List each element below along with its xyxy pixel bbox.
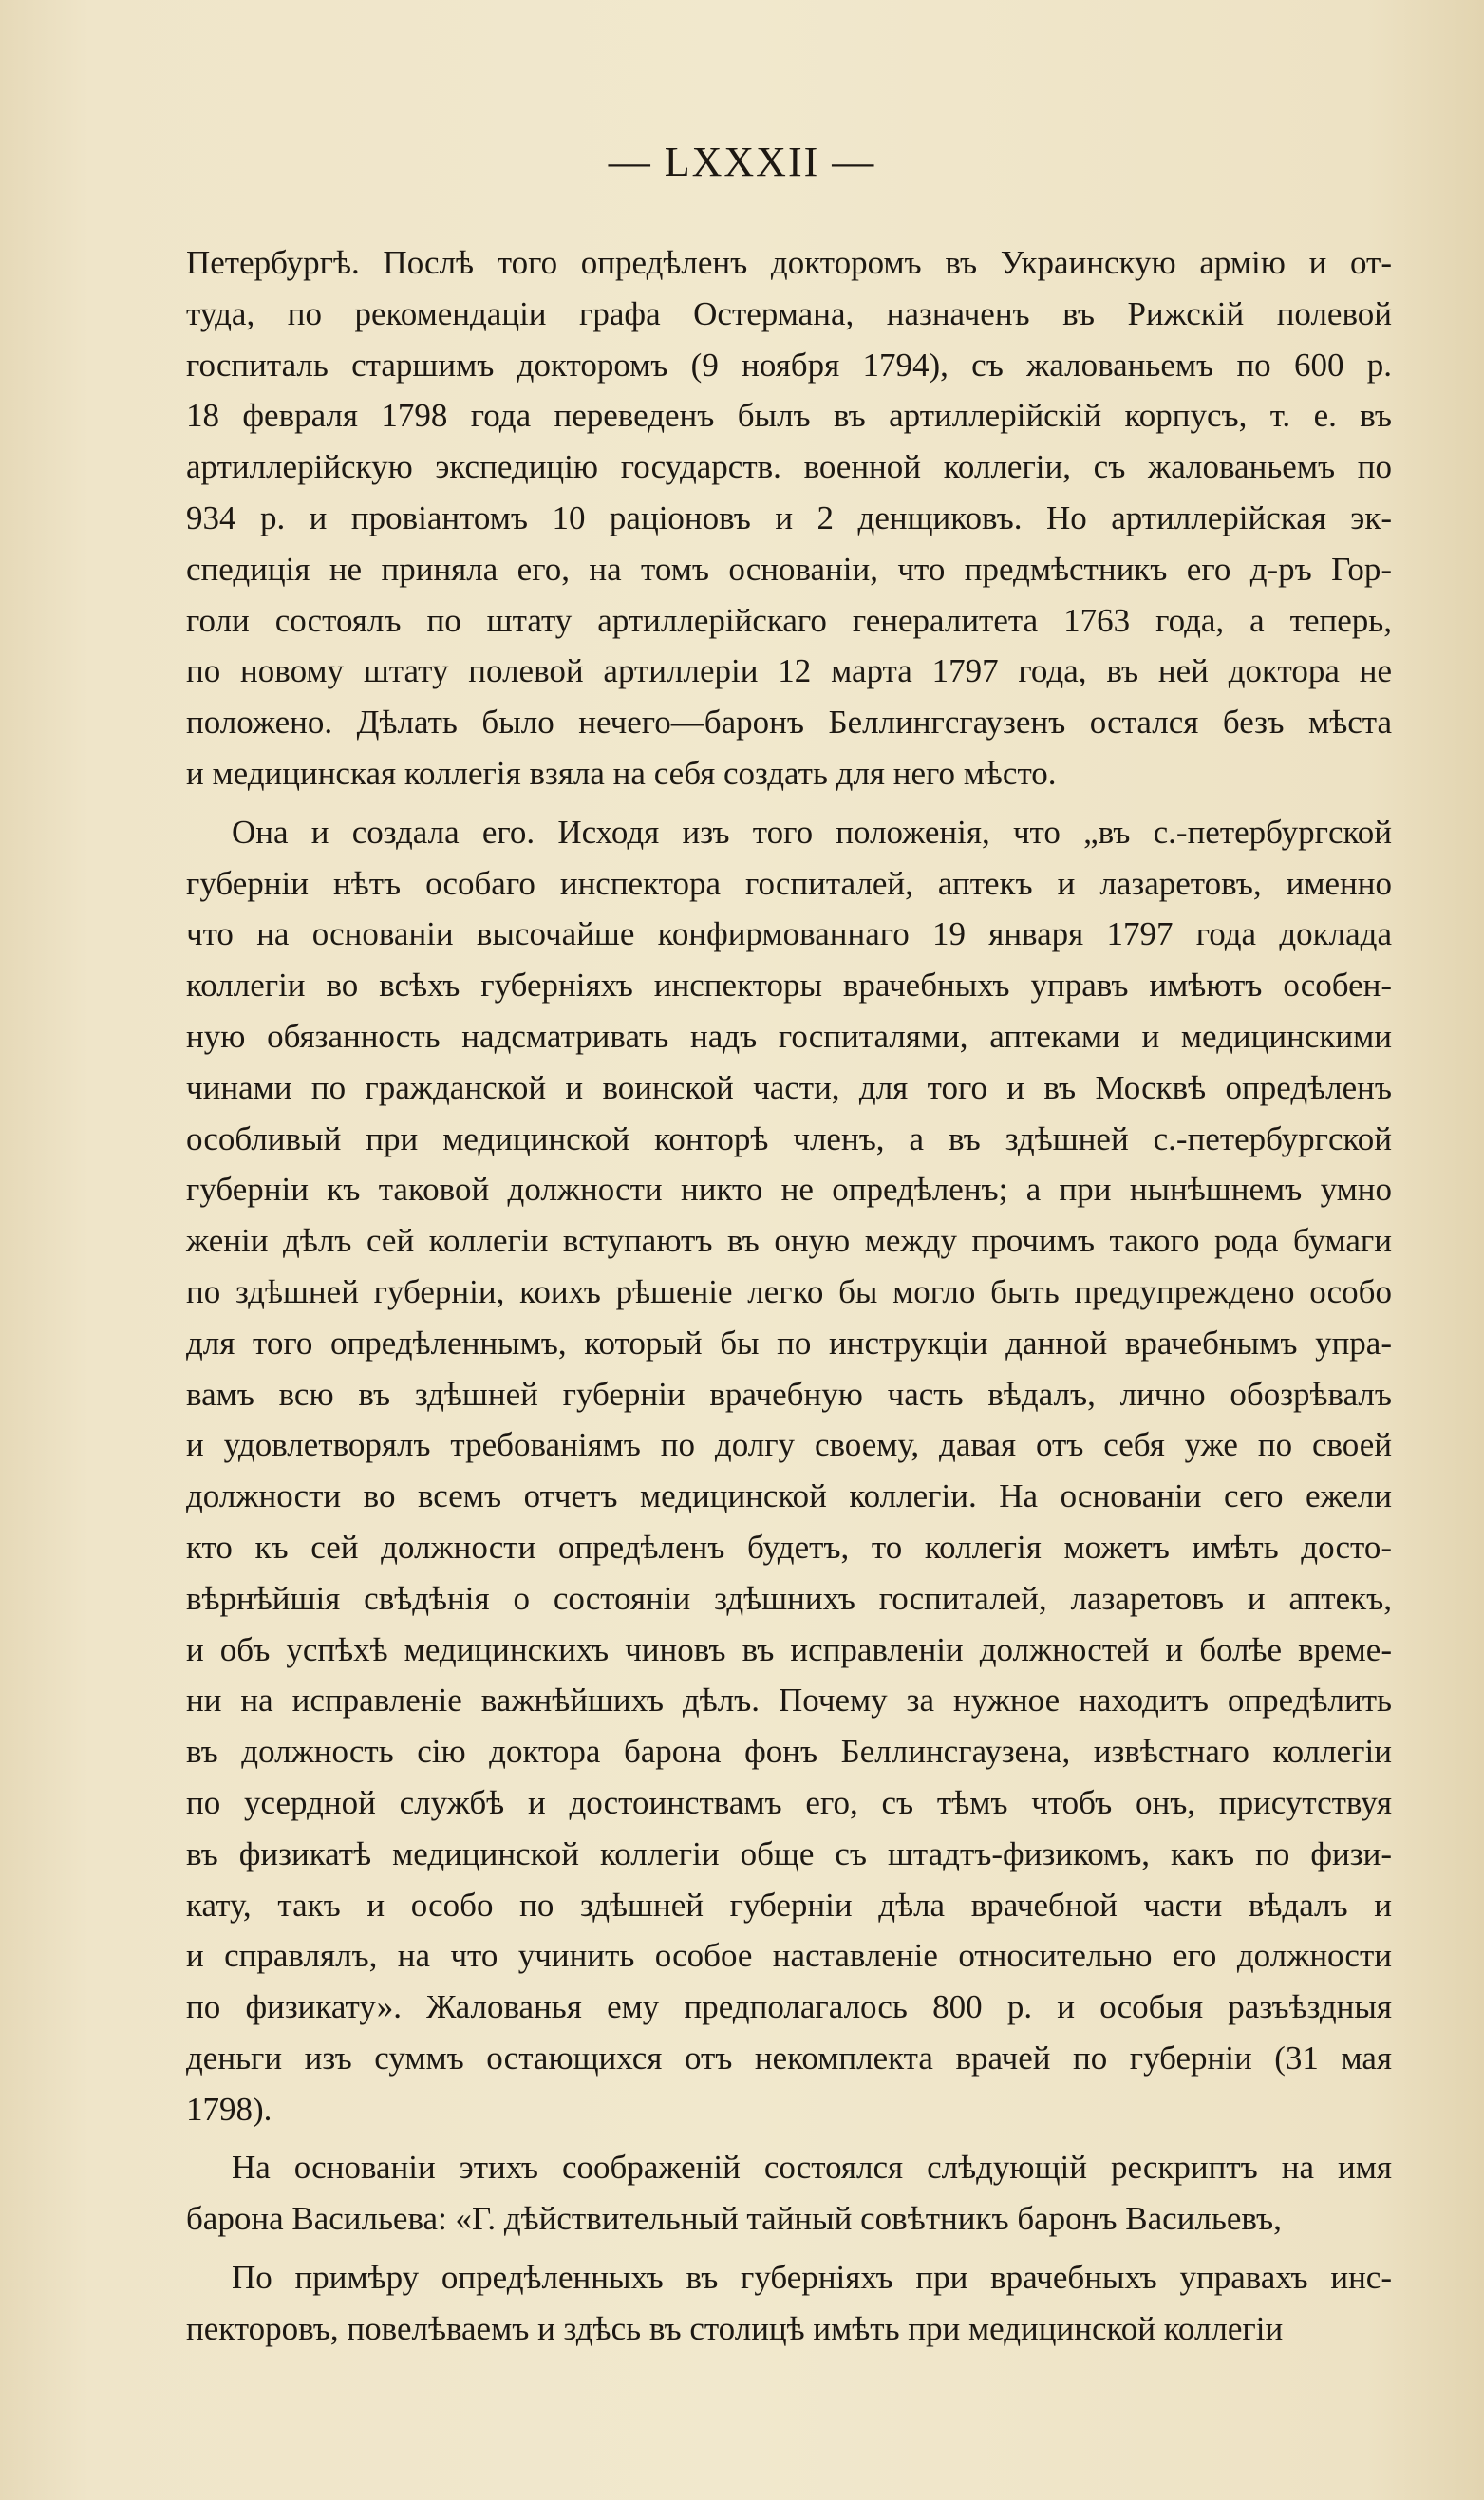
text-line: туда, по рекомендаціи графа Остермана, назначенъ въ Рижскій полевой <box>186 294 1392 332</box>
body-text <box>186 237 1392 2355</box>
text-line: По примѣру опредѣленныхъ въ губерніяхъ при врачебныхъ управахъ инс- <box>232 2259 1392 2297</box>
text-line: по физикату». Жалованья ему предполагалось 800 р. и особыя разъѣздныя <box>186 1988 1392 2026</box>
text-line: Петербургѣ. Послѣ того опредѣленъ докторомъ въ Украинскую армію и от- <box>186 244 1392 281</box>
text-line: губерніи нѣтъ особаго инспектора госпиталей, аптекъ и лазаретовъ, именно <box>186 864 1392 902</box>
paragraph <box>186 237 1392 799</box>
text-line: по здѣшней губерніи, коихъ рѣшеніе легко бы могло быть предупреждено особо <box>186 1272 1392 1310</box>
text-line: и справлялъ, на что учинить особое наставленіе относительно его должности <box>186 1937 1392 1975</box>
text-line: и удовлетворялъ требованіямъ по долгу своему, давая отъ себя уже по своей <box>186 1426 1392 1464</box>
text-line: положено. Дѣлать было нечего—баронъ Беллингсгаузенъ остался безъ мѣста <box>186 704 1392 742</box>
text-line: по усердной службѣ и достоинствамъ его, съ тѣмъ чтобъ онъ, присутствуя <box>186 1783 1392 1821</box>
running-head: — LXXXII — <box>608 139 876 185</box>
text-line: что на основаніи высочайше конфирмованнаго 19 января 1797 года доклада <box>186 915 1392 953</box>
text-line: На основаніи этихъ соображеній состоялся слѣдующій рескриптъ на имя <box>232 2149 1392 2187</box>
text-line: деньги изъ суммъ остающихся отъ некомплекта врачей по губерніи (31 мая <box>186 2039 1392 2077</box>
text-line: 18 февраля 1798 года переведенъ былъ въ артиллерійскій корпусъ, т. е. въ <box>186 397 1392 435</box>
text-line: артиллерійскую экспедицію государств. военной коллегіи, съ жалованьемъ по <box>186 448 1392 486</box>
text-line: голи состоялъ по штату артиллерійскаго генералитета 1763 года, а теперь, <box>186 601 1392 639</box>
text-line: губерніи къ таковой должности никто не опредѣленъ; а при нынѣшнемъ умно <box>186 1171 1392 1209</box>
text-line: въ физикатѣ медицинской коллегіи обще съ штадтъ-физикомъ, какъ по физи- <box>186 1834 1392 1872</box>
text-line: госпиталь старшимъ докторомъ (9 ноября 1794), съ жалованьемъ по 600 р. <box>186 346 1392 384</box>
text-line: 934 р. и провіантомъ 10 раціоновъ и 2 денщиковъ. Но артиллерійская эк- <box>186 498 1392 536</box>
paragraph <box>186 2142 1392 2245</box>
text-line: кто къ сей должности опредѣленъ будетъ, то коллегія можетъ имѣть досто- <box>186 1528 1392 1566</box>
text-line: чинами по гражданской и воинской части, для того и въ Москвѣ опредѣленъ <box>186 1068 1392 1106</box>
text-line: пекторовъ, повелѣваемъ и здѣсь въ столицѣ имѣть при медицинской коллегіи <box>186 2309 1284 2347</box>
text-line: ную обязанность надсматривать надъ госпиталями, аптеками и медицинскими <box>186 1017 1392 1055</box>
text-line: барона Васильева: «Г. дѣйствительный тайный совѣтникъ баронъ Васильевъ, <box>186 2200 1282 2238</box>
text-line: и медицинская коллегія взяла на себя создать для него мѣсто. <box>186 754 1057 792</box>
text-line: должности во всемъ отчетъ медицинской коллегіи. На основаніи сего ежели <box>186 1477 1392 1515</box>
text-line: вѣрнѣйшія свѣдѣнія о состояніи здѣшнихъ госпиталей, лазаретовъ и аптекъ, <box>186 1579 1392 1617</box>
paragraph <box>186 2252 1392 2355</box>
text-line: особливый при медицинской конторѣ членъ, а въ здѣшней с.-петербургской <box>186 1119 1392 1157</box>
paragraph <box>186 807 1392 2135</box>
text-line: коллегіи во всѣхъ губерніяхъ инспекторы врачебныхъ управъ имѣютъ особен- <box>186 967 1392 1005</box>
text-line: женіи дѣлъ сей коллегіи вступаютъ въ оную между прочимъ такого рода бумаги <box>186 1222 1392 1260</box>
text-line: ни на исправленіе важнѣйшихъ дѣлъ. Почему за нужное находитъ опредѣлить <box>186 1682 1392 1720</box>
text-line: вамъ всю въ здѣшней губерніи врачебную часть вѣдалъ, лично обозрѣвалъ <box>186 1375 1392 1413</box>
text-line: въ должность сію доктора барона фонъ Беллинсгаузена, извѣстнаго коллегіи <box>186 1733 1392 1771</box>
text-line: и объ успѣхѣ медицинскихъ чиновъ въ исправленіи должностей и болѣе време- <box>186 1630 1392 1668</box>
text-line: для того опредѣленнымъ, который бы по инструкціи данной врачебнымъ упра- <box>186 1324 1392 1362</box>
text-line: кату, такъ и особо по здѣшней губерніи дѣла врачебной части вѣдалъ и <box>186 1886 1392 1924</box>
text-line: Она и создала его. Исходя изъ того положенія, что „въ с.-петербургской <box>232 813 1392 851</box>
text-line: по новому штату полевой артиллеріи 12 марта 1797 года, въ ней доктора не <box>186 652 1392 690</box>
text-line: спедиція не приняла его, на томъ основаніи, что предмѣстникъ его д-ръ Гор- <box>186 550 1392 588</box>
text-line: 1798). <box>186 2090 272 2128</box>
